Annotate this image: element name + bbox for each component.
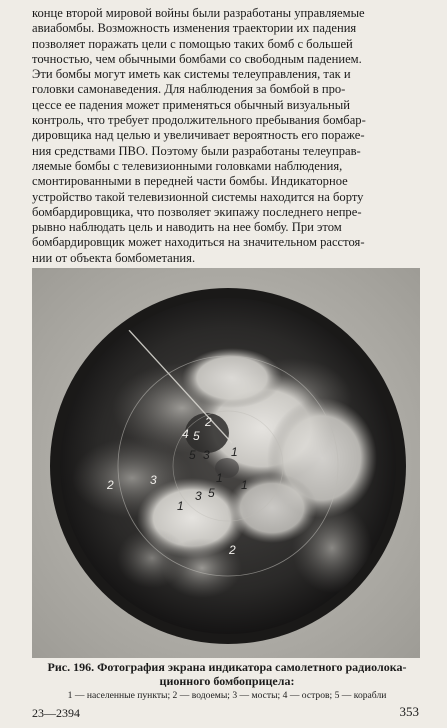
text-line: конце второй мировой войны были разработаны управляемые [32,6,365,20]
text-line: контроль, что требует продолжительного пребывания бомбар- [32,113,366,128]
text-line: рывно наблюдать цель и наводить на нее бомбу. При этом [32,220,342,235]
text-line: смонтированными в передней части бомбы. Индикаторное [32,174,348,189]
label-1: 1 [216,471,223,485]
radar-screen-image [32,268,420,658]
label-1: 1 [241,478,248,492]
text-line: головки самонаведения. Для наблюдения за бомбой в про- [32,82,346,97]
caption-legend: 1 — населенные пункты; 2 — водоемы; 3 — мосты; 4 — остров; 5 — корабли [67,690,387,701]
text-line: позволяет поражать цели с помощью таких бомб с большей [32,36,353,51]
label-2: 2 [229,543,236,557]
body-text [32,6,422,266]
text-line: бомбардировщика, что позволяет экипажу последнего непре- [32,204,362,219]
caption-line-1: Фотография экрана индикатора самолетного радиолока- [97,660,407,674]
text-line: цессе ее падения может применяться обычный визуальный [32,97,350,112]
label-2: 2 [205,415,212,429]
caption-line-2: ционного бомбоприцела: [159,674,295,688]
label-4: 4 [182,427,189,441]
text-line: бомбардировщик может находиться на значительном расстоя- [32,235,365,250]
text-line: дировщика над целью и увеличивает вероятность его пораже- [32,128,365,143]
signature-mark: 23—2394 [32,706,80,720]
text-line: точностью, чем обычными бомбами со свободным падением. [32,51,362,66]
label-3: 3 [195,489,202,503]
text-line: ния средствами ПВО. Поэтому были разработаны телеуправ- [32,143,361,158]
text-line: авиабомбы. Возможность изменения траектории их падения [32,21,357,36]
label-1: 1 [177,499,184,513]
figure-caption [32,660,422,702]
label-5: 5 [193,429,200,443]
label-2: 2 [107,478,114,492]
label-3: 3 [150,473,157,487]
page-number: 353 [399,704,419,719]
text-line: нии от объекта бомбометания. [32,250,196,265]
label-3: 3 [203,448,210,462]
text-line: устройство такой телевизионной системы находится на борту [32,189,364,204]
caption-title [32,660,422,674]
radar-screen-photo [32,268,420,658]
text-line: Эти бомбы могут иметь как системы телеуправления, так и [32,67,351,82]
label-1: 1 [231,445,238,459]
text-line: ляемые бомбы с телевизионными головками наблюдения, [32,158,343,173]
label-5: 5 [208,486,215,500]
label-5: 5 [189,448,196,462]
figure-label: Рис. 196. [47,660,95,674]
